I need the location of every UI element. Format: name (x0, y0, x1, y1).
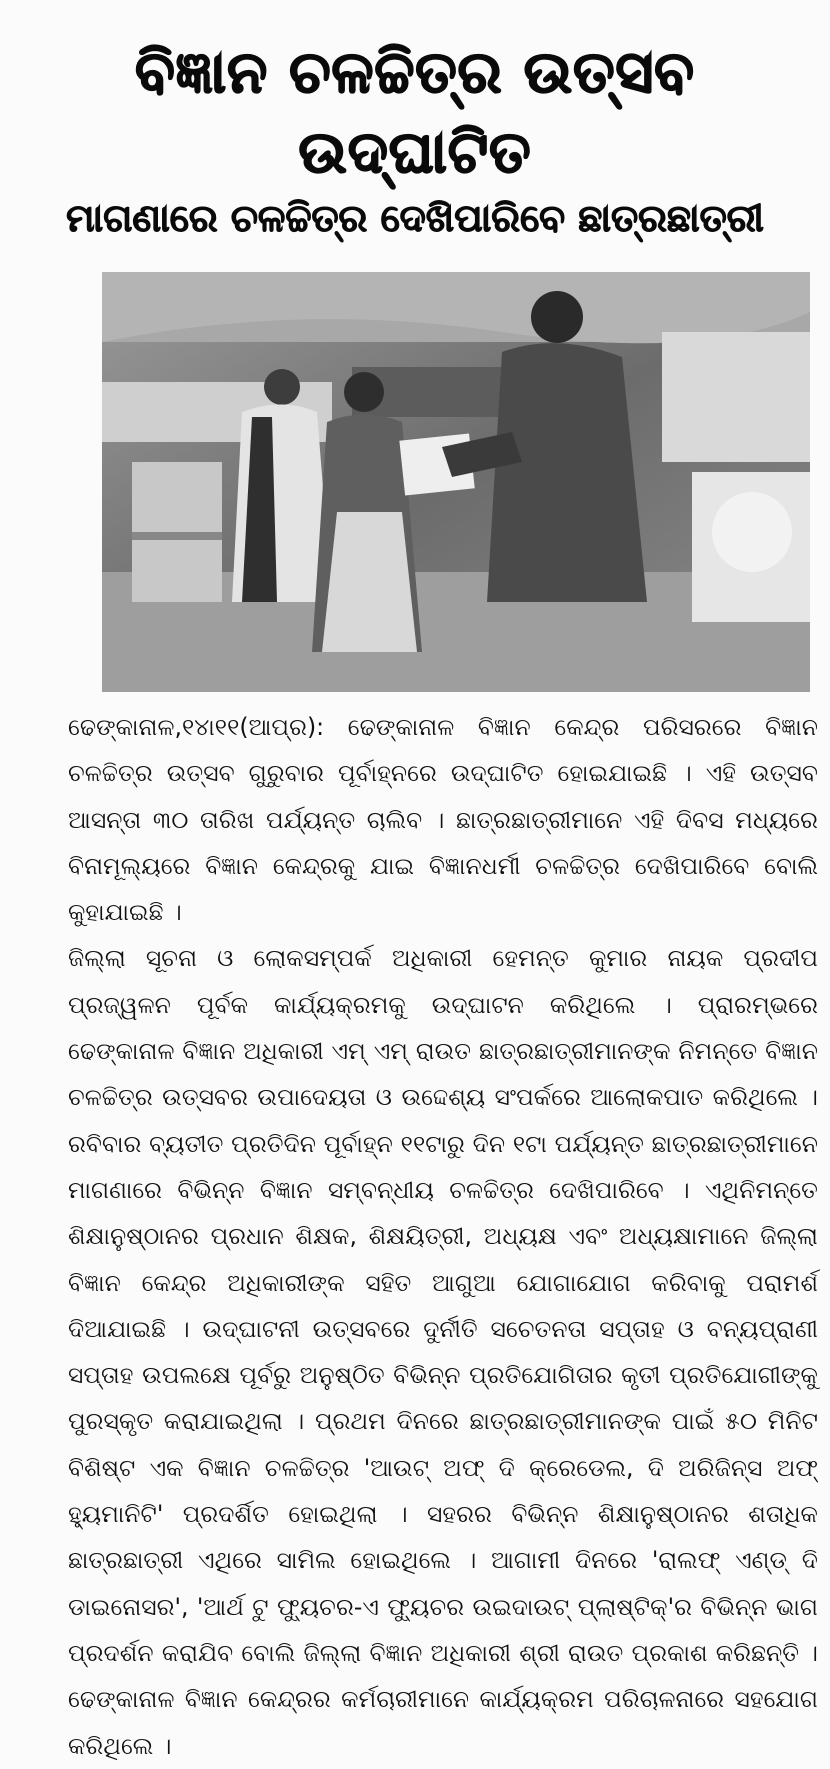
headline: ବିଜ୍ଞାନ ଚଳଚ୍ଚିତ୍ର ଉତ୍ସବ ଉଦ୍‌ଘାଟିତ (135, 38, 695, 186)
paragraph-2: ଜିଲ୍ଲା ସୂଚନା ଓ ଲୋକସମ୍ପର୍କ ଅଧିକାରୀ ହେମନ୍ତ କୁମାର ନାୟକ ପ୍ରଦୀପ ପ୍ରଜ୍ୱଳନ ପୂର୍ବକ କାର୍ଯ୍ୟକ୍ରମକୁ ଉଦ୍‌ଘାଟନ କରିଥିଲେ । ପ୍ରାରମ୍ଭରେ ଢେଙ୍କାନାଳ ବିଜ୍ଞାନ ଅଧିକାରୀ ଏମ୍ ଏମ୍ ରାଉତ ଛାତ୍ରଛାତ୍ରୀମାନଙ୍କ ନିମନ୍ତେ ବିଜ୍ଞାନ ଚଳଚ୍ଚିତ୍ର ଉତ୍ସବର ଉପାଦେୟତା ଓ ଉଦ୍ଦେଶ୍ୟ ସଂପର୍କରେ ଆଲୋକପାତ କରିଥିଲେ । ରବିବାର ବ୍ୟତୀତ ପ୍ରତିଦିନ ପୂର୍ବାହ୍ନ ୧୧ଟାରୁ ଦିନ ୧ଟା ପର୍ଯ୍ୟନ୍ତ ଛାତ୍ରଛାତ୍ରୀମାନେ ମାଗଣାରେ ବିଭିନ୍ନ ବିଜ୍ଞାନ ସମ୍ବନ୍ଧୀୟ ଚଳଚ୍ଚିତ୍ର ଦେଖିପାରିବେ । ଏଥିନିମନ୍ତେ ଶିକ୍ଷାନୁଷ୍ଠାନର ପ୍ରଧାନ ଶିକ୍ଷକ, ଶିକ୍ଷୟିତ୍ରୀ, ଅଧ୍ୟକ୍ଷ ଏବଂ ଅଧ୍ୟକ୍ଷାମାନେ ଜିଲ୍ଲା ବିଜ୍ଞାନ କେନ୍ଦ୍ର ଅଧିକାରୀଙ୍କ ସହିତ ଆଗୁଆ ଯୋଗାଯୋଗ କରିବାକୁ ପରାମର୍ଶ ଦିଆଯାଇଛି । ଉଦ୍‌ଘାଟନୀ ଉତ୍ସବରେ ଦୁର୍ନୀତି ସଚେତନତା ସପ୍ତାହ ଓ ବନ୍ୟପ୍ରାଣୀ ସପ୍ତାହ ଉପଲକ୍ଷେ ପୂର୍ବରୁ ଅନୁଷ୍ଠିତ ବିଭିନ୍ନ ପ୍ରତିଯୋଗିତାର କୃତୀ ପ୍ରତିଯୋଗୀଙ୍କୁ ପୁରସ୍କୃତ କରାଯାଇଥିଲା । ପ୍ରଥମ ଦିନରେ ଛାତ୍ରଛାତ୍ରୀମାନଙ୍କ ପାଇଁ ୫୦ ମିନିଟ ବିଶିଷ୍ଟ ଏକ ବିଜ୍ଞାନ ଚଳଚ୍ଚିତ୍ର 'ଆଉଟ୍ ଅଫ୍ ଦି କ୍ରେଡେଲ, ଦି ଅରିଜିନ୍‌ସ ଅଫ୍ ହ୍ୟୁମାନିଟି' ପ୍ରଦର୍ଶିତ ହୋଇଥିଲା । ସହରର ବିଭିନ୍ନ ଶିକ୍ଷାନୁଷ୍ଠାନର ଶତାଧିକ ଛାତ୍ରଛାତ୍ରୀ ଏଥିରେ ସାମିଲ ହୋଇଥିଲେ । ଆଗାମୀ ଦିନରେ 'ରାଲଫ୍ ଏଣ୍ଡ୍ ଦି ଡାଇନୋସର', 'ଆର୍ଥ ଟୁ ଫ୍ୟୁଚର-ଏ ଫ୍ୟୁଚର ଉଇଦାଉଟ୍ ପ୍ଲାଷ୍ଟିକ୍'ର ବିଭିନ୍ନ ଭାଗ ପ୍ରଦର୍ଶନ କରାଯିବ ବୋଲି ଜିଲ୍ଲା ବିଜ୍ଞାନ ଅଧିକାରୀ ଶ୍ରୀ ରାଉତ ପ୍ରକାଶ କରିଛନ୍ତି । ଢେଙ୍କାନାଳ ବିଜ୍ଞାନ କେନ୍ଦ୍ରର କର୍ମଚାରୀମାନେ କାର୍ଯ୍ୟକ୍ରମ ପରିଚାଳନାରେ ସହଯୋଗ କରିଥିଲେ । (68, 944, 818, 1760)
event-photo-graphic (102, 272, 810, 692)
article-body (68, 704, 818, 1769)
paragraph-1: ଢେଙ୍କାନାଳ,୧୪ା୧୧(ଆପ୍ର): ଢେଙ୍କାନାଳ ବିଜ୍ଞାନ କେନ୍ଦ୍ର ପରିସରରେ ବିଜ୍ଞାନ ଚଳଚ୍ଚିତ୍ର ଉତ୍ସବ ଗୁରୁବାର ପୂର୍ବାହ୍ନରେ ଉଦ୍‌ଘାଟିତ ହୋଇଯାଇଛି । ଏହି ଉତ୍ସବ ଆସନ୍ତା ୩୦ ତାରିଖ ପର୍ଯ୍ୟନ୍ତ ଚାଲିବ । ଛାତ୍ରଛାତ୍ରୀମାନେ ଏହି ଦିବସ ମଧ୍ୟରେ ବିନାମୂଲ୍ୟରେ ବିଜ୍ଞାନ କେନ୍ଦ୍ରକୁ ଯାଇ ବିଜ୍ଞାନଧର୍ମୀ ଚଳଚ୍ଚିତ୍ର ଦେଖିପାରିବେ ବୋଲି କୁହାଯାଇଛି । (68, 713, 818, 927)
event-photo (102, 272, 810, 692)
subheadline: ମାଗଣାରେ ଚଳଚ୍ଚିତ୍ର ଦେଖିପାରିବେ ଛାତ୍ରଛାତ୍ରୀ (66, 196, 764, 240)
newspaper-clipping (20, 14, 818, 1760)
